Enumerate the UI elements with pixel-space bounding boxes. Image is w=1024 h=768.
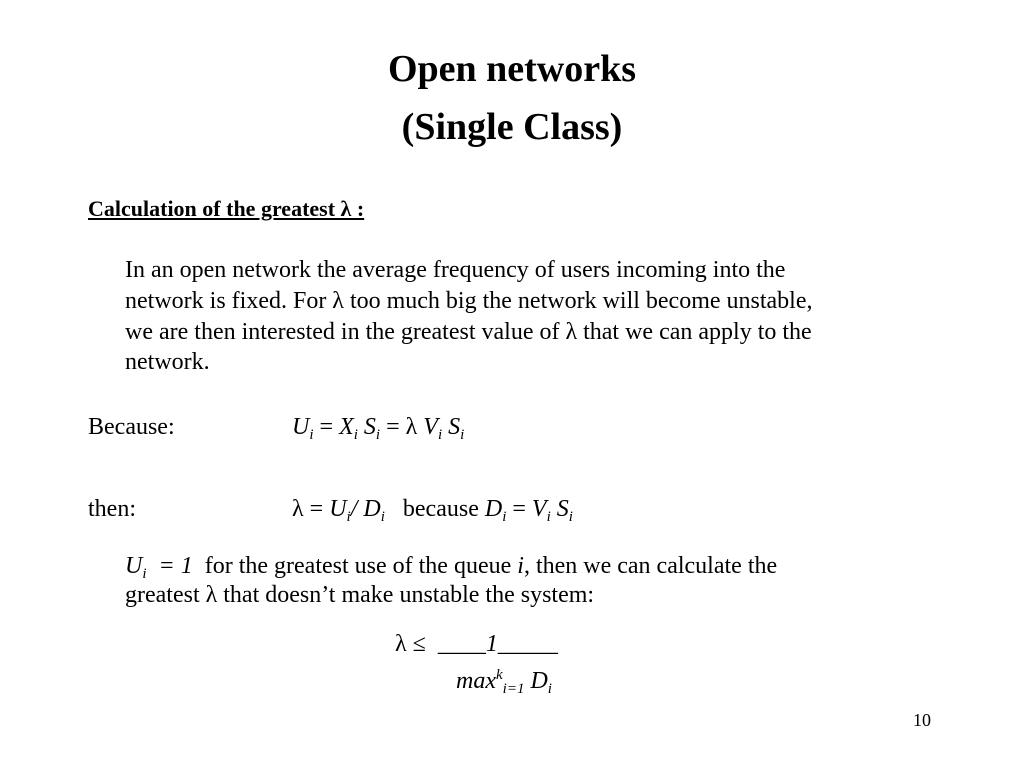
then-label: then: xyxy=(88,496,136,522)
final-formula-denominator: $\max^k_{i=1} D_i$ xyxy=(456,667,552,697)
utilization-law-formula: $U_i = X_i$ $S_i = \lambda$ $V_i$ $S_i$ xyxy=(292,414,465,443)
paragraph-line-1: In an open network the average frequency of users incoming into the xyxy=(125,257,786,283)
paragraph-line-4: network. xyxy=(125,349,210,375)
because-label: Because: xyxy=(88,414,175,440)
final-formula-numerator: λ ≤ ____1_____ xyxy=(395,631,558,657)
utilization-line-1: $U_i = 1$ for the greatest use of the queue i, then we can calculate the xyxy=(125,553,778,582)
because-text: because xyxy=(402,496,479,522)
section-heading: Calculation of the greatest λ : xyxy=(88,196,365,221)
paragraph-line-2: network is fixed. For λ too much big the network will become unstable, xyxy=(125,288,813,314)
lambda-formula: $\lambda = U_i/$ $D_i$ because $D_i = V_i$ $S_i$ xyxy=(292,496,573,525)
utilization-line-2: greatest λ that doesn’t make unstable the system: xyxy=(125,582,595,608)
slide-title-line-2: (Single Class) xyxy=(401,106,623,148)
slide-title-line-1: Open networks xyxy=(387,48,637,90)
paragraph-line-3: we are then interested in the greatest value of λ that we can apply to the xyxy=(125,319,812,345)
page-number: 10 xyxy=(913,710,931,730)
